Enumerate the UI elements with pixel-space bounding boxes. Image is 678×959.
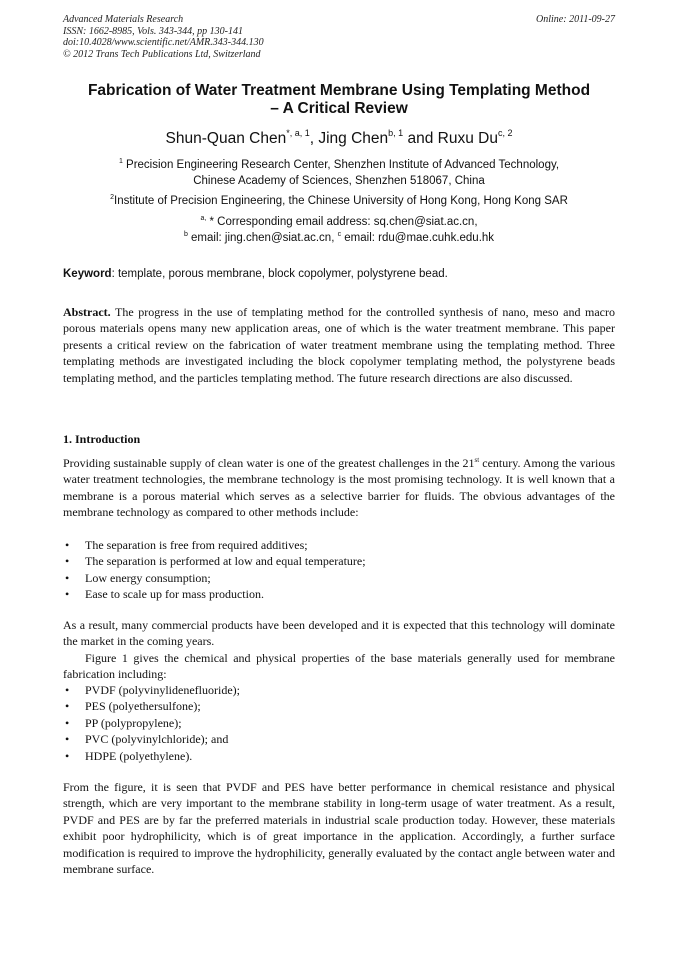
online-date: Online: 2011-09-27 (536, 14, 615, 25)
author-3-sup: c, 2 (497, 128, 513, 138)
author-2-sup: b, 1 (388, 128, 404, 138)
paper-title (63, 82, 615, 118)
email-3-sup: c (337, 230, 342, 238)
email-block (63, 215, 615, 246)
list-item: • PP (polypropylene); (63, 715, 615, 731)
list-item: • The separation is performed at low and equal temperature; (63, 553, 615, 569)
list-item: • PVC (polyvinylchloride); and (63, 731, 615, 747)
keyword-text: : template, porous membrane, block copolymer, polystyrene bead. (111, 268, 448, 280)
list-item: • PES (polyethersulfone); (63, 698, 615, 714)
email-1-text: * Corresponding email address: sq.chen@siat.ac.cn, (206, 216, 478, 228)
issn-line: ISSN: 1662-8985, Vols. 343-344, pp 130-141 (63, 25, 243, 37)
affiliation-1-line-2: Chinese Academy of Sciences, Shenzhen 518067, China (193, 174, 485, 187)
author-2-name: , Jing Chen (309, 130, 389, 147)
title-line-2: – A Critical Review (270, 100, 408, 117)
doi-line: doi:10.4028/www.scientific.net/AMR.343-344.130 (63, 37, 264, 48)
section-heading-introduction: 1. Introduction (63, 432, 141, 446)
author-3-name: and Ruxu Du (403, 130, 498, 147)
intro-paragraph-3: Figure 1 gives the chemical and physical properties of the base materials generally used for membrane fabrication including: (63, 651, 615, 682)
advantages-list (63, 537, 615, 603)
list-item: • Low energy consumption; (63, 570, 615, 586)
affiliation-1-line-1: Precision Engineering Research Center, Shenzhen Institute of Advanced Technology, (122, 159, 560, 171)
email-3-text: email: rdu@mae.cuhk.edu.hk (341, 231, 495, 244)
affiliation-2-sup: 2 (110, 194, 115, 201)
author-1-name: Shun-Quan Chen (165, 130, 287, 147)
affiliation-1-sup: 1 (118, 158, 123, 165)
keyword-label: Keyword (63, 268, 112, 280)
affiliation-2-line: Institute of Precision Engineering, the Chinese University of Hong Kong, Hong Kong SAR (114, 195, 568, 207)
email-1-sup: a, (200, 215, 207, 222)
author-list (63, 130, 615, 148)
abstract-label: Abstract. (63, 305, 111, 319)
list-item: • PVDF (polyvinylidenefluoride); (63, 682, 615, 698)
intro-p1-a: Providing sustainable supply of clean water is one of the greatest challenges in the 21 (63, 456, 475, 470)
affiliation-1 (63, 158, 615, 189)
affiliation-2 (63, 194, 615, 210)
journal-name: Advanced Materials Research (63, 14, 184, 25)
list-item: • Ease to scale up for mass production. (63, 586, 615, 602)
abstract-paragraph (63, 304, 615, 386)
intro-p1-sup: st (474, 456, 480, 464)
intro-paragraph-1 (63, 455, 615, 521)
list-item: • The separation is free from required additives; (63, 537, 615, 553)
author-1-star: * (286, 128, 290, 138)
journal-metadata (63, 14, 264, 60)
intro-paragraph-4: From the figure, it is seen that PVDF and PES have better performance in chemical resistance and physical strength, which are very important to the membrane stability in long-term usage of water treatment. As a result, PVDF and PES are by far the preferred materials in industrial scale production today. However, these materials exhibit poor hydrophilicity, which is of great importance in the application. Accordingly, a further surface modification is required to improve the hydrophilicity, generally evaluated by the contact angle between water and membrane surface. (63, 780, 615, 877)
materials-list (63, 682, 615, 764)
author-1-sup: , a, 1 (289, 128, 310, 138)
email-2-text: email: jing.chen@siat.ac.cn, (187, 231, 338, 244)
title-line-1: Fabrication of Water Treatment Membrane Using Templating Method (87, 82, 591, 99)
keywords (63, 268, 615, 280)
list-item: • HDPE (polyethylene). (63, 748, 615, 764)
email-2-sup: b (183, 230, 188, 238)
intro-p1-b: century. Among the various water treatment technologies, the membrane technology is the most promising technology. It is well known that a membrane is a porous material which serves as a selective barrier for fluids. The obvious advantages of the membrane technology as compared to other methods include: (63, 456, 615, 520)
copyright-line: © 2012 Trans Tech Publications Ltd, Switzerland (63, 48, 261, 60)
intro-paragraph-2: As a result, many commercial products have been developed and it is expected that this technology will dominate the market in the coming years. (63, 618, 615, 649)
abstract-text: The progress in the use of templating method for the controlled synthesis of nano, meso and macro porous materials opens many new application areas, one of which is the water treatment membrane. This paper presents a critical review on the fabrication of water treatment membrane using the templating method. Three templating methods are investigated including the block copolymer templating method, the polystyrene beads templating method, and the particles templating method. The future research directions are also discussed. (63, 305, 615, 385)
